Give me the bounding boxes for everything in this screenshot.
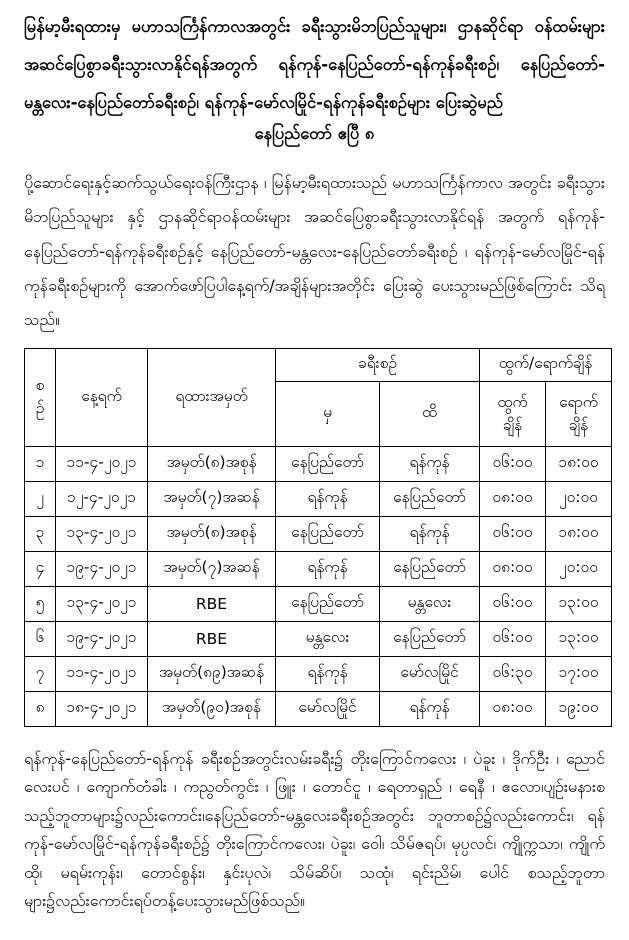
cell-route-from: နေပြည်တော် [276,446,380,481]
table-row [25,481,612,516]
cell-departure-time: ၀၆:၀၀ [480,516,546,551]
cell-serial-no: ၄ [25,551,56,586]
cell-serial-no: ၃ [25,516,56,551]
cell-date: ၁၃-၄-၂၀၂၁ [56,516,148,551]
table-row [25,586,612,621]
header-arrival-time-line1: ရောက် [559,392,598,411]
cell-route-to: ရန်ကုန် [380,691,480,726]
header-departure-time-line1: ထွက် [497,392,528,411]
table-body [25,446,612,726]
header-dep-arr-group: ထွက်/ရောက်ချိန် [480,348,612,381]
header-train-number: ရထားအမှတ် [148,348,276,446]
cell-route-to: ရန်ကုန် [380,516,480,551]
cell-date: ၁၁-၄-၂၀၂၁ [56,446,148,481]
header-date: နေ့ရက် [56,348,148,446]
cell-route-to: နေပြည်တော် [380,621,480,656]
cell-arrival-time: ၁၃:၀၀ [546,621,612,656]
cell-serial-no: ၅ [25,586,56,621]
cell-arrival-time: ၂၀:၀၀ [546,551,612,586]
cell-route-to: မန္တလေး [380,586,480,621]
cell-serial-no: ၇ [25,656,56,691]
train-schedule-table [24,348,612,727]
cell-train-number: အမှတ်(၈)အစုန် [148,446,276,481]
cell-route-to: နေပြည်တော် [380,551,480,586]
cell-serial-no: ၂ [25,481,56,516]
cell-arrival-time: ၁၇:၀၀ [546,656,612,691]
cell-route-to: မော်လမြိုင် [380,656,480,691]
cell-serial-no: ၈ [25,691,56,726]
cell-departure-time: ၀၈:၀၀ [480,691,546,726]
header-arrival-time-line2: ချိန် [568,415,589,434]
cell-train-number: အမှတ်(၈၉)အဆန် [148,656,276,691]
cell-serial-no: ၆ [25,621,56,656]
cell-departure-time: ၀၆:၀၀ [480,586,546,621]
cell-arrival-time: ၁၈:၀၀ [546,446,612,481]
cell-train-number: အမှတ်(၈)အစုန် [148,516,276,551]
cell-arrival-time: ၂၀:၀၀ [546,481,612,516]
header-route-group: ခရီးစဉ် [276,348,480,381]
table-row [25,621,612,656]
cell-train-number: အမှတ်(၇)အဆန် [148,481,276,516]
cell-departure-time: ၀၈:၀၀ [480,551,546,586]
intro-paragraph: ပို့ဆောင်ရေးနှင့်ဆက်သွယ်ရေးဝန်ကြီးဌာန ၊ မြန်မာ့မီးရထားသည် မဟာသင်္ကြန်ကာလ အတွင်း ခရီးသွားမိဘပြည်သူများ နှင့် ဌာနဆိုင်ရာဝန်ထမ်းများ အဆင်ပြေစွာခရီးသွားလာနိုင်ရန် အတွက် ရန်ကုန်-နေပြည်တော်-ရန်ကုန်ခရီးစဉ်နှင့် နေပြည်တော်-မန္တလေး-နေပြည်တော်ခရီးစဉ် ၊ ရန်ကုန်-မော်လမြိုင်-ရန်ကုန်ခရီးစဉ်များကို အောက်ဖော်ပြပါနေ့ရက်/အချိန်များအတိုင်း ပြေးဆွဲ ပေးသွားမည်ဖြစ်ကြောင်း သိရသည်။ [24,172,605,330]
article-headline: မြန်မာ့မီးရထားမှ မဟာသင်္ကြန်ကာလအတွင်း ခရီးသွားမိဘပြည်သူများ၊ ဌာနဆိုင်ရာ ဝန်ထမ်းများ အဆင်ပြေစွာခရီးသွားလာနိုင်ရန်အတွက် ရန်ကုန်-နေပြည်တော်-ရန်ကုန်ခရီးစဉ်၊ နေပြည်တော်-မန္တလေး-နေပြည်တော်ခရီးစဉ်၊ ရန်ကုန်-မော်လမြိုင်-ရန်ကုန်ခရီးစဉ်များ ပြေးဆွဲမည် [24,17,605,112]
cell-departure-time: ၀၆:၀၀ [480,446,546,481]
table-row [25,516,612,551]
cell-route-from: မော်လမြိုင် [276,691,380,726]
header-serial-no-line2: ဉ် [35,399,45,418]
article-dateline: နေပြည်တော် ဧပြီ ၈ [254,123,375,143]
cell-train-number: အမှတ်(၉၀)အစုန် [148,691,276,726]
cell-route-from: ရန်ကုန် [276,481,380,516]
cell-route-to: ရန်ကုန် [380,446,480,481]
cell-route-to: နေပြည်တော် [380,481,480,516]
cell-route-from: မန္တလေး [276,621,380,656]
cell-date: ၁၉-၄-၂၀၂၁ [56,551,148,586]
cell-arrival-time: ၁၃:၀၀ [546,586,612,621]
cell-serial-no: ၁ [25,446,56,481]
cell-route-from: နေပြည်တော် [276,516,380,551]
table-row [25,446,612,481]
header-serial-no-line1: စ [35,376,45,395]
cell-departure-time: ၀၆:၃၀ [480,656,546,691]
cell-departure-time: ၀၆:၀၀ [480,621,546,656]
cell-date: ၁၂-၄-၂၀၂၁ [56,481,148,516]
header-route-to: ထိ [380,381,480,446]
table-row [25,551,612,586]
cell-route-from: နေပြည်တော် [276,586,380,621]
cell-route-from: ရန်ကုန် [276,551,380,586]
cell-date: ၁၉-၄-၂၀၂၁ [56,621,148,656]
header-departure-time-line2: ချိန် [502,415,523,434]
header-route-from: မှ [276,381,380,446]
cell-train-number: အမှတ်(၇)အဆန် [148,551,276,586]
cell-date: ၁၁-၄-၂၀၂၁ [56,656,148,691]
cell-arrival-time: ၁၉:၀၀ [546,691,612,726]
cell-train-number: RBE [148,621,276,656]
header-departure-time [480,381,546,446]
cell-date: ၁၈-၄-၂၀၂၁ [56,691,148,726]
cell-arrival-time: ၁၈:၀၀ [546,516,612,551]
closing-paragraph: ရန်ကုန်-နေပြည်တော်-ရန်ကုန် ခရီးစဉ်အတွင်းလမ်းခရီး၌ တိုးကြောင်ကလေး ၊ ပဲခူး ၊ ဒိုက်ဦး ၊ ညောင်လေးပင် ၊ ကျောက်တံခါး ၊ ကညွတ်ကွင်း ၊ ဖြူး ၊ တောင်ငူ ၊ ရေတာရှည် ၊ ရေနီ ၊ ဧလော၊ပျဉ်းမနားစသည့်ဘူတာများ၌လည်းကောင်း၊နေပြည်တော်-မန္တလေးခရီးစဉ်အတွင်း ဘူတာစဉ်၌လည်းကောင်း၊ ရန်ကုန်-မော်လမြိုင်-ရန်ကုန်ခရီးစဉ်၌ တိုးကြောင်ကလေး၊ ပဲခူး၊ ဝေါ၊ သိမ်ဇရပ်၊ မုပ္ပလင်၊ ကျိုက္ကသာ၊ ကျိုက်ထို၊ မရမ်းကုန်း၊ တောင်စွန်း၊ နှင်းပုလဲ၊ သိမ်ဆိပ်၊ သထုံ၊ ရင်းညိမ်၊ ပေါင် စသည့်ဘူတာများ၌လည်းကောင်းရပ်တန့်ပေးသွားမည်ဖြစ်သည်။ [24,748,605,911]
table-header [25,348,612,446]
cell-route-from: ရန်ကုန် [276,656,380,691]
table-row [25,691,612,726]
cell-date: ၁၃-၄-၂၀၂၁ [56,586,148,621]
header-arrival-time [546,381,612,446]
table-row [25,656,612,691]
cell-train-number: RBE [148,586,276,621]
header-serial-no [25,348,56,446]
cell-departure-time: ၀၈:၀၀ [480,481,546,516]
